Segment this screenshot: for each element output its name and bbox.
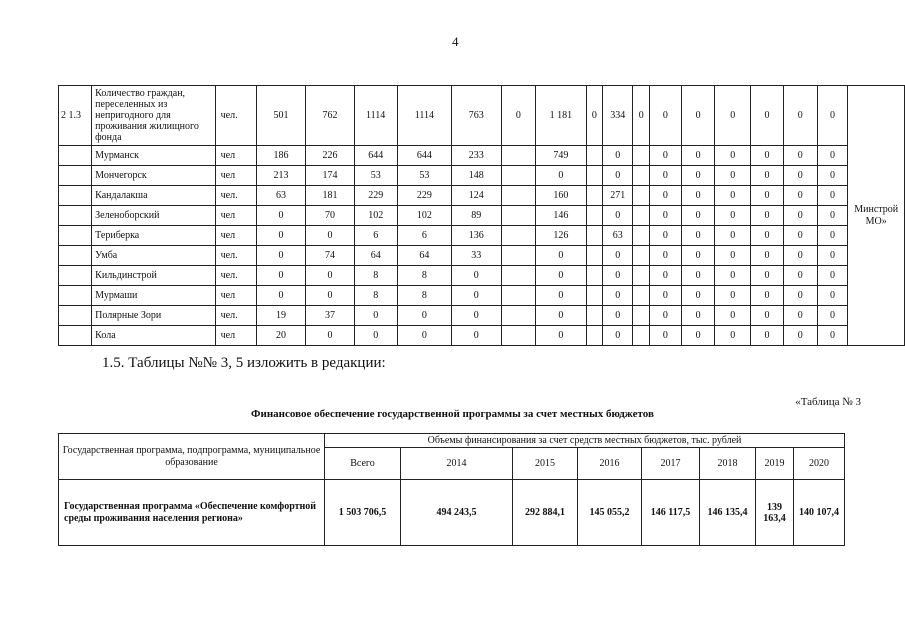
value-cell: 0	[751, 86, 784, 146]
value-cell	[501, 226, 536, 246]
value-cell: 0	[817, 286, 848, 306]
value-cell: 136	[452, 226, 501, 246]
value-cell	[501, 246, 536, 266]
value-cell: 0	[649, 306, 681, 326]
value-cell: 0	[536, 326, 586, 346]
value-cell: 0	[783, 146, 817, 166]
value-cell: 8	[354, 286, 397, 306]
value-cell: 0	[649, 266, 681, 286]
value-cell	[586, 306, 603, 326]
value-cell: 0	[751, 146, 784, 166]
value-cell: 0	[536, 246, 586, 266]
value-cell: 0	[817, 246, 848, 266]
value-cell: 0	[783, 166, 817, 186]
value-cell: 0	[715, 266, 751, 286]
municipality-name: Мурмаши	[92, 286, 215, 306]
table-row	[59, 86, 905, 146]
relocation-table	[58, 85, 905, 346]
value-cell: 0	[817, 266, 848, 286]
municipality-name: Полярные Зори	[92, 306, 215, 326]
value-cell: 0	[715, 226, 751, 246]
municipality-name: Умба	[92, 246, 215, 266]
value-cell: 0	[751, 186, 784, 206]
value-cell: 64	[397, 246, 451, 266]
value-cell: 0	[256, 286, 305, 306]
value-cell	[633, 326, 650, 346]
value-cell: 1 181	[536, 86, 586, 146]
page-number: 4	[452, 34, 459, 49]
value-cell: 0	[751, 326, 784, 346]
value-cell: 0	[649, 186, 681, 206]
value-cell: 6	[354, 226, 397, 246]
municipality-name: Кола	[92, 326, 215, 346]
value-cell: 229	[397, 186, 451, 206]
value-cell	[501, 286, 536, 306]
funding-value: 146 117,5	[642, 480, 700, 546]
value-cell: 233	[452, 146, 501, 166]
value-cell: 0	[715, 86, 751, 146]
value-cell: 102	[397, 206, 451, 226]
row-code	[59, 266, 92, 286]
value-cell	[586, 166, 603, 186]
value-cell: 0	[715, 286, 751, 306]
value-cell	[586, 326, 603, 346]
value-cell: 0	[681, 326, 715, 346]
value-cell	[586, 246, 603, 266]
funding-value: 145 055,2	[578, 480, 642, 546]
year-column-header: 2014	[401, 448, 513, 480]
value-cell: 53	[354, 166, 397, 186]
value-cell: 0	[715, 186, 751, 206]
value-cell: 74	[306, 246, 354, 266]
year-column-header: 2017	[642, 448, 700, 480]
value-cell: 334	[603, 86, 633, 146]
value-cell: 0	[536, 166, 586, 186]
table-row	[59, 306, 905, 326]
value-cell: 0	[603, 326, 633, 346]
value-cell: 181	[306, 186, 354, 206]
table-row	[59, 326, 905, 346]
value-cell: 0	[783, 86, 817, 146]
value-cell: 0	[586, 86, 603, 146]
value-cell: 0	[306, 266, 354, 286]
year-column-header: 2019	[756, 448, 794, 480]
value-cell: 0	[681, 226, 715, 246]
row-unit: чел	[215, 326, 256, 346]
municipality-name: Кандалакша	[92, 186, 215, 206]
value-cell: 0	[783, 186, 817, 206]
value-cell: 0	[306, 226, 354, 246]
value-cell: 19	[256, 306, 305, 326]
value-cell: 63	[603, 226, 633, 246]
value-cell: 0	[603, 266, 633, 286]
value-cell	[586, 266, 603, 286]
row-name: Количество граждан, переселенных из непригодного для проживания жилищного фонда	[92, 86, 215, 146]
value-cell: 0	[783, 226, 817, 246]
table-row	[59, 246, 905, 266]
value-cell: 213	[256, 166, 305, 186]
row-unit: чел	[215, 146, 256, 166]
value-cell	[633, 166, 650, 186]
value-cell: 148	[452, 166, 501, 186]
value-cell	[586, 206, 603, 226]
value-cell: 0	[649, 226, 681, 246]
value-cell: 0	[783, 306, 817, 326]
value-cell	[586, 186, 603, 206]
row-unit: чел	[215, 166, 256, 186]
row-code	[59, 146, 92, 166]
municipality-name: Териберка	[92, 226, 215, 246]
table-row	[59, 480, 845, 546]
row-unit: чел.	[215, 306, 256, 326]
value-cell: 0	[817, 86, 848, 146]
row-code: 2 1.3	[59, 86, 92, 146]
value-cell: 0	[751, 166, 784, 186]
municipality-name: Зеленоборский	[92, 206, 215, 226]
value-cell: 0	[817, 206, 848, 226]
value-cell: 0	[536, 286, 586, 306]
value-cell: 0	[649, 286, 681, 306]
value-cell: 0	[603, 146, 633, 166]
value-cell: 160	[536, 186, 586, 206]
value-cell: 762	[306, 86, 354, 146]
value-cell: 0	[256, 246, 305, 266]
row-unit: чел	[215, 286, 256, 306]
value-cell: 63	[256, 186, 305, 206]
value-cell: 0	[783, 246, 817, 266]
value-cell: 0	[633, 86, 650, 146]
value-cell: 0	[681, 286, 715, 306]
year-column-header: 2018	[700, 448, 756, 480]
funding-value: 1 503 706,5	[325, 480, 401, 546]
value-cell: 0	[783, 206, 817, 226]
value-cell: 644	[354, 146, 397, 166]
program-name: Государственная программа «Обеспечение комфортной среды проживания населения региона»	[59, 480, 325, 546]
municipality-name: Кильдинстрой	[92, 266, 215, 286]
value-cell: 0	[751, 306, 784, 326]
value-cell	[501, 326, 536, 346]
value-cell: 0	[256, 206, 305, 226]
value-cell	[633, 146, 650, 166]
row-code	[59, 206, 92, 226]
value-cell: 0	[681, 206, 715, 226]
value-cell: 0	[603, 166, 633, 186]
value-cell: 226	[306, 146, 354, 166]
value-cell: 1114	[397, 86, 451, 146]
value-cell: 0	[681, 246, 715, 266]
value-cell: 146	[536, 206, 586, 226]
row-unit: чел.	[215, 86, 256, 146]
value-cell: 0	[452, 326, 501, 346]
funding-value: 146 135,4	[700, 480, 756, 546]
value-cell: 0	[817, 146, 848, 166]
value-cell	[633, 286, 650, 306]
value-cell: 0	[256, 226, 305, 246]
value-cell: 501	[256, 86, 305, 146]
value-cell: 8	[354, 266, 397, 286]
value-cell: 0	[751, 246, 784, 266]
value-cell: 102	[354, 206, 397, 226]
funding-column-header: Объемы финансирования за счет средств местных бюджетов, тыс. рублей	[325, 434, 845, 448]
value-cell	[586, 286, 603, 306]
row-code	[59, 286, 92, 306]
table-row	[59, 186, 905, 206]
value-cell: 0	[681, 86, 715, 146]
value-cell: 0	[817, 166, 848, 186]
value-cell: 0	[681, 306, 715, 326]
value-cell: 0	[681, 166, 715, 186]
responsible-executor: Минстрой МО»	[848, 86, 905, 346]
municipality-name: Мурманск	[92, 146, 215, 166]
value-cell: 0	[681, 146, 715, 166]
program-column-header: Государственная программа, подпрограмма, муниципальное образование	[59, 434, 325, 480]
row-unit: чел.	[215, 186, 256, 206]
value-cell: 271	[603, 186, 633, 206]
table-row	[59, 206, 905, 226]
row-code	[59, 226, 92, 246]
value-cell: 0	[603, 286, 633, 306]
year-column-header: 2016	[578, 448, 642, 480]
value-cell: 0	[817, 306, 848, 326]
value-cell: 6	[397, 226, 451, 246]
value-cell: 0	[751, 286, 784, 306]
row-code	[59, 166, 92, 186]
row-unit: чел	[215, 226, 256, 246]
value-cell: 0	[817, 226, 848, 246]
value-cell: 0	[306, 326, 354, 346]
value-cell	[501, 146, 536, 166]
value-cell: 0	[397, 306, 451, 326]
value-cell: 1114	[354, 86, 397, 146]
row-code	[59, 246, 92, 266]
value-cell: 0	[649, 86, 681, 146]
value-cell: 0	[536, 306, 586, 326]
year-column-header: 2015	[513, 448, 578, 480]
value-cell: 0	[817, 326, 848, 346]
value-cell	[586, 226, 603, 246]
table-row	[59, 266, 905, 286]
value-cell: 0	[783, 266, 817, 286]
value-cell: 0	[256, 266, 305, 286]
value-cell: 186	[256, 146, 305, 166]
value-cell: 89	[452, 206, 501, 226]
table-label: «Таблица № 3	[795, 396, 861, 408]
table-row	[59, 166, 905, 186]
year-column-header: Всего	[325, 448, 401, 480]
value-cell	[501, 266, 536, 286]
value-cell: 0	[649, 246, 681, 266]
value-cell: 0	[649, 326, 681, 346]
municipality-name: Мончегорск	[92, 166, 215, 186]
value-cell: 0	[715, 166, 751, 186]
value-cell: 0	[715, 306, 751, 326]
value-cell: 0	[751, 226, 784, 246]
value-cell: 0	[715, 206, 751, 226]
amendment-instruction: 1.5. Таблицы №№ 3, 5 изложить в редакции:	[102, 355, 386, 371]
value-cell: 0	[603, 206, 633, 226]
row-unit: чел	[215, 206, 256, 226]
value-cell: 0	[715, 146, 751, 166]
value-cell: 0	[452, 286, 501, 306]
value-cell	[633, 306, 650, 326]
value-cell	[501, 306, 536, 326]
value-cell: 33	[452, 246, 501, 266]
row-unit: чел.	[215, 246, 256, 266]
value-cell: 174	[306, 166, 354, 186]
row-code	[59, 186, 92, 206]
value-cell: 0	[603, 246, 633, 266]
value-cell: 0	[306, 286, 354, 306]
table-title: Финансовое обеспечение государственной программы за счет местных бюджетов	[251, 408, 654, 420]
funding-value: 139 163,4	[756, 480, 794, 546]
value-cell: 70	[306, 206, 354, 226]
value-cell: 0	[452, 266, 501, 286]
funding-value: 494 243,5	[401, 480, 513, 546]
value-cell	[501, 206, 536, 226]
value-cell	[501, 166, 536, 186]
value-cell	[586, 146, 603, 166]
value-cell: 0	[603, 306, 633, 326]
funding-value: 292 884,1	[513, 480, 578, 546]
value-cell: 0	[783, 326, 817, 346]
value-cell	[633, 186, 650, 206]
value-cell: 0	[681, 186, 715, 206]
value-cell: 0	[751, 266, 784, 286]
value-cell: 126	[536, 226, 586, 246]
row-code	[59, 326, 92, 346]
value-cell: 0	[354, 306, 397, 326]
value-cell: 0	[817, 186, 848, 206]
financing-table	[58, 433, 845, 546]
value-cell	[633, 246, 650, 266]
value-cell: 20	[256, 326, 305, 346]
value-cell: 644	[397, 146, 451, 166]
year-column-header: 2020	[794, 448, 845, 480]
value-cell: 37	[306, 306, 354, 326]
value-cell: 64	[354, 246, 397, 266]
value-cell: 749	[536, 146, 586, 166]
value-cell: 229	[354, 186, 397, 206]
value-cell: 0	[783, 286, 817, 306]
value-cell: 0	[397, 326, 451, 346]
value-cell: 0	[649, 206, 681, 226]
funding-value: 140 107,4	[794, 480, 845, 546]
value-cell: 0	[681, 266, 715, 286]
value-cell: 0	[751, 206, 784, 226]
value-cell: 0	[452, 306, 501, 326]
value-cell: 0	[649, 166, 681, 186]
value-cell: 763	[452, 86, 501, 146]
value-cell: 0	[354, 326, 397, 346]
row-code	[59, 306, 92, 326]
value-cell: 0	[501, 86, 536, 146]
value-cell	[633, 226, 650, 246]
value-cell: 0	[715, 326, 751, 346]
value-cell: 124	[452, 186, 501, 206]
table-row	[59, 146, 905, 166]
table-row	[59, 286, 905, 306]
value-cell: 0	[715, 246, 751, 266]
value-cell: 8	[397, 266, 451, 286]
table-row	[59, 226, 905, 246]
value-cell: 0	[536, 266, 586, 286]
row-unit: чел.	[215, 266, 256, 286]
value-cell: 53	[397, 166, 451, 186]
value-cell	[501, 186, 536, 206]
value-cell: 0	[649, 146, 681, 166]
value-cell: 8	[397, 286, 451, 306]
value-cell	[633, 266, 650, 286]
value-cell	[633, 206, 650, 226]
